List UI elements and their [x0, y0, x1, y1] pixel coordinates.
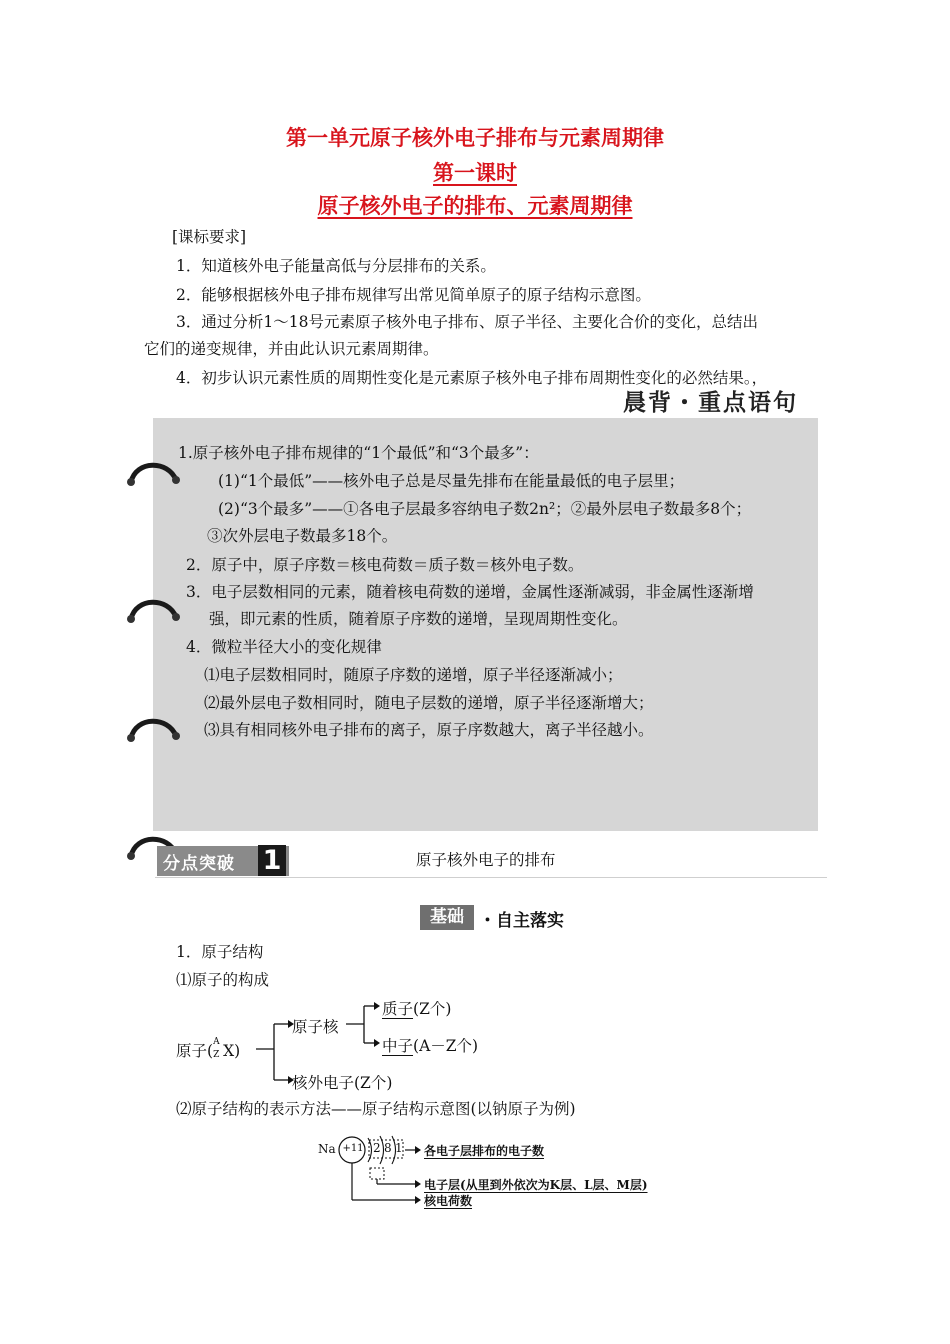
key-point: (1)“1个最低”——核外电子总是尽量先排布在能量最低的电子层里； [218, 472, 685, 490]
key-points-banner: 晨背・重点语句 [623, 390, 798, 416]
subsection-label: ・自主落实 [479, 911, 564, 931]
subsection-tag: 基础 [420, 905, 474, 930]
section-badge-number: 1 [258, 845, 286, 876]
key-point: 1.原子核外电子排布规律的“1个最低”和“3个最多”： [178, 444, 539, 462]
shell-electron-count: 8 [384, 1141, 392, 1155]
requirement-item: 4．初步认识元素性质的周期性变化是元素原子核外电子排布周期性变化的必然结果。， [176, 369, 768, 387]
binder-ring-icon [126, 714, 182, 744]
body-heading: ⑴原子的构成 [176, 971, 270, 989]
requirement-item: 1．知道核外电子能量高低与分层排布的关系。 [176, 257, 496, 275]
atomic-number: Z [213, 1050, 220, 1060]
requirement-item: 3．通过分析1～18号元素原子核外电子排布、原子半径、主要化合价的变化，总结出 [176, 313, 758, 331]
label-electron-shell: 电子层(从里到外依次为K层、L层、M层) [424, 1178, 648, 1192]
key-point: ⑵最外层电子数相同时，随电子层数的递增，原子半径逐渐增大； [204, 694, 654, 712]
electron-label: 核外电子(Z个) [292, 1074, 393, 1092]
shell-electron-count: 1 [395, 1141, 403, 1155]
section-divider [155, 877, 827, 878]
mass-number: A [213, 1037, 220, 1047]
binder-ring-icon [126, 458, 182, 488]
label-electrons-per-shell: 各电子层排布的电子数 [424, 1144, 545, 1158]
nuclear-charge: +11 [342, 1143, 364, 1154]
body-heading: ⑵原子结构的表示方法——原子结构示意图(以钠原子为例) [176, 1100, 576, 1118]
element-symbol: Na [318, 1142, 336, 1156]
sodium-structure-diagram [318, 1132, 678, 1212]
requirement-item: 它们的递变规律，并由此认识元素周期律。 [144, 340, 439, 358]
lesson-title: 第一课时 [433, 161, 517, 185]
key-point: ⑶具有相同核外电子排布的离子，原子序数越大，离子半径越小。 [204, 721, 654, 739]
neutron-label: 中子(A－Z个) [382, 1037, 479, 1055]
body-heading: 1．原子结构 [176, 943, 264, 961]
requirement-item: 2．能够根据核外电子排布规律写出常见简单原子的原子结构示意图。 [176, 286, 651, 304]
proton-label: 质子(Z个) [382, 1000, 452, 1018]
lesson-subtitle: 原子核外电子的排布、元素周期律 [317, 194, 633, 218]
section-badge-text: 分点突破 [163, 854, 235, 874]
binder-ring-icon [126, 595, 182, 625]
section-title: 原子核外电子的排布 [416, 851, 556, 869]
label-nuclear-charge: 核电荷数 [424, 1194, 473, 1208]
shell-electron-count: 2 [373, 1141, 381, 1155]
key-point: 4．微粒半径大小的变化规律 [186, 638, 382, 656]
section-badge [157, 846, 289, 876]
key-point: 3．电子层数相同的元素，随着核电荷数的递增，金属性逐渐减弱，非金属性逐渐增 [186, 583, 754, 601]
key-point: (2)“3个最多”——①各电子层最多容纳电子数2n²；②最外层电子数最多8个； [218, 500, 752, 518]
document-title: 第一单元原子核外电子排布与元素周期律 [286, 126, 664, 150]
requirements-heading: [课标要求] [172, 228, 247, 246]
atom-composition-tree [176, 994, 516, 1094]
nucleus-label: 原子核 [292, 1018, 339, 1036]
key-point: ③次外层电子数最多18个。 [207, 527, 398, 545]
key-point: ⑴电子层数相同时，随原子序数的递增，原子半径逐渐减小； [204, 666, 623, 684]
atom-label: 原子( A Z X) [176, 1037, 241, 1060]
key-point: 强，即元素的性质，随着原子序数的递增，呈现周期性变化。 [209, 610, 628, 628]
key-point: 2．原子中，原子序数＝核电荷数＝质子数＝核外电子数。 [186, 556, 584, 574]
